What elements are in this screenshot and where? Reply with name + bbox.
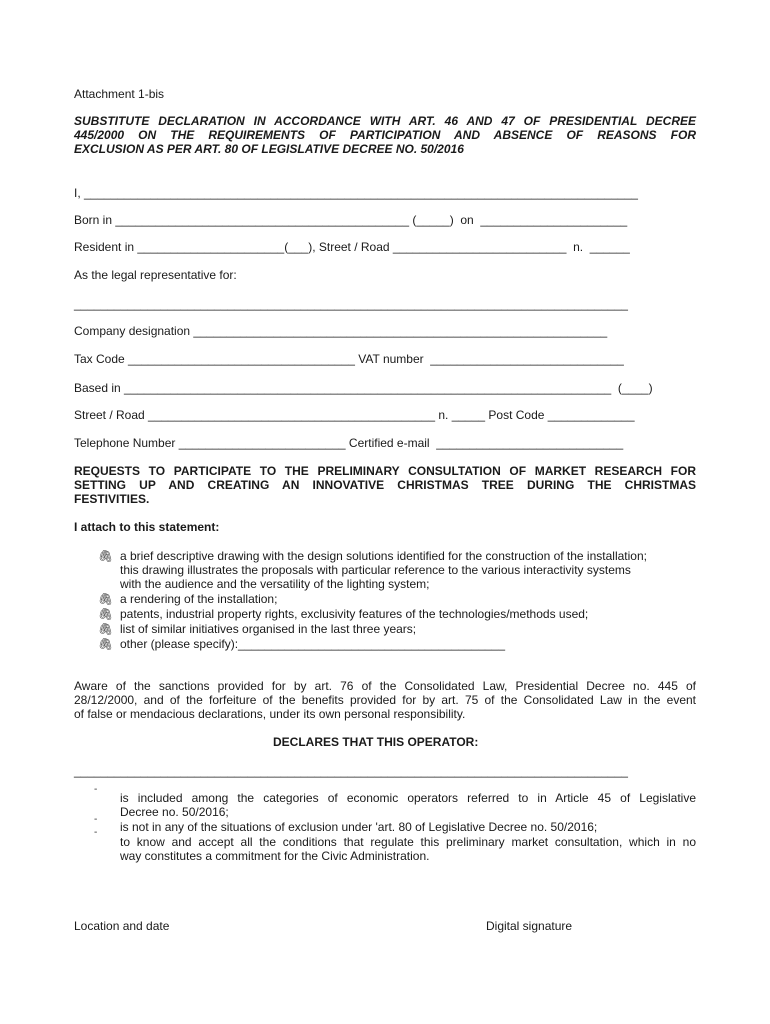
title-line: SUBSTITUTE DECLARATION IN ACCORDANCE WITH ART. 46 AND 47 OF PRESIDENTIAL DECREE bbox=[74, 114, 696, 128]
based-in-field[interactable]: Based in _________________________________________________________________________ (____) bbox=[74, 381, 653, 395]
awareness-line: Aware of the sanctions provided for by art. 76 of the Consolidated Law, Presidential Decree no. 445 of bbox=[74, 679, 696, 693]
company-designation-field[interactable]: Company designation ______________________________________________________________ bbox=[74, 324, 608, 338]
attachment-item-other[interactable]: other (please specify):________________________________________ bbox=[120, 637, 506, 651]
name-field[interactable]: I, ___________________________________________________________________________________ bbox=[74, 186, 638, 200]
attachment-item-rendering: a rendering of the installation; bbox=[120, 592, 278, 606]
declaration-accept-conditions-cont: way constitutes a commitment for the Civic Administration. bbox=[120, 849, 430, 863]
phone-email-field[interactable]: Telephone Number _________________________ Certified e-mail ____________________________ bbox=[74, 436, 624, 450]
declaration-not-excluded: is not in any of the situations of exclusion under 'art. 80 of Legislative Decree no. 50/2016; bbox=[120, 820, 598, 834]
location-date-label: Location and date bbox=[74, 919, 170, 933]
street-postcode-field[interactable]: Street / Road ___________________________________________ n. _____ Post Code _____________ bbox=[74, 408, 635, 422]
birth-field[interactable]: Born in ____________________________________________ (_____) on ______________________ bbox=[74, 213, 628, 227]
request-line: REQUESTS TO PARTICIPATE TO THE PRELIMINARY CONSULTATION OF MARKET RESEARCH FOR bbox=[74, 464, 696, 478]
declaration-accept-conditions: to know and accept all the conditions that regulate this preliminary market consultation, which in no bbox=[120, 835, 696, 849]
attachment-item-drawing-cont: this drawing illustrates the proposals with particular reference to the various interactivity systems bbox=[120, 563, 631, 577]
declaration-included-cont: Decree no. 50/2016; bbox=[120, 805, 229, 819]
paperclip-icon: 🖇︎ bbox=[98, 607, 114, 621]
operator-field[interactable]: ___________________________________________________________________________________ bbox=[74, 764, 628, 778]
legal-representative-field[interactable]: ___________________________________________________________________________________ bbox=[74, 297, 628, 311]
tax-vat-field[interactable]: Tax Code __________________________________ VAT number _____________________________ bbox=[74, 352, 624, 366]
paperclip-icon: 🖇︎ bbox=[98, 637, 114, 651]
residence-field[interactable]: Resident in ______________________(___), Street / Road __________________________ n. ______ bbox=[74, 240, 630, 254]
attach-heading: I attach to this statement: bbox=[74, 520, 220, 534]
request-line: FESTIVITIES. bbox=[74, 492, 150, 506]
declaration-included: is included among the categories of economic operators referred to in Article 45 of Legislative bbox=[120, 791, 696, 805]
awareness-line: 28/12/2000, and of the forfeiture of the benefits provided for by art. 75 of the Consolidated Law in the event bbox=[74, 693, 696, 707]
awareness-line: of false or mendacious declarations, under its own personal responsibility. bbox=[74, 707, 466, 721]
paperclip-icon: 🖇︎ bbox=[98, 549, 114, 563]
title-line: 445/2000 ON THE REQUIREMENTS OF PARTICIPATION AND ABSENCE OF REASONS FOR bbox=[74, 128, 696, 142]
dash-icon: - bbox=[94, 814, 98, 825]
digital-signature-label: Digital signature bbox=[486, 919, 573, 933]
attachment-item-patents: patents, industrial property rights, exclusivity features of the technologies/methods used; bbox=[120, 607, 589, 621]
attachment-item-drawing-cont: with the audience and the versatility of the lighting system; bbox=[120, 577, 430, 591]
dash-icon: - bbox=[94, 784, 98, 795]
declares-heading: DECLARES THAT THIS OPERATOR: bbox=[273, 735, 479, 749]
paperclip-icon: 🖇︎ bbox=[98, 592, 114, 606]
attachment-item-initiatives: list of similar initiatives organised in the last three years; bbox=[120, 622, 417, 636]
attachment-label: Attachment 1-bis bbox=[74, 87, 165, 101]
title-line: EXCLUSION AS PER ART. 80 OF LEGISLATIVE DECREE NO. 50/2016 bbox=[74, 142, 464, 156]
attachment-item-drawing: a brief descriptive drawing with the design solutions identified for the construction of the installation; bbox=[120, 549, 647, 563]
paperclip-icon: 🖇︎ bbox=[98, 622, 114, 636]
request-line: SETTING UP AND CREATING AN INNOVATIVE CHRISTMAS TREE DURING THE CHRISTMAS bbox=[74, 478, 696, 492]
legal-representative-label: As the legal representative for: bbox=[74, 268, 237, 282]
dash-icon: - bbox=[94, 827, 98, 838]
